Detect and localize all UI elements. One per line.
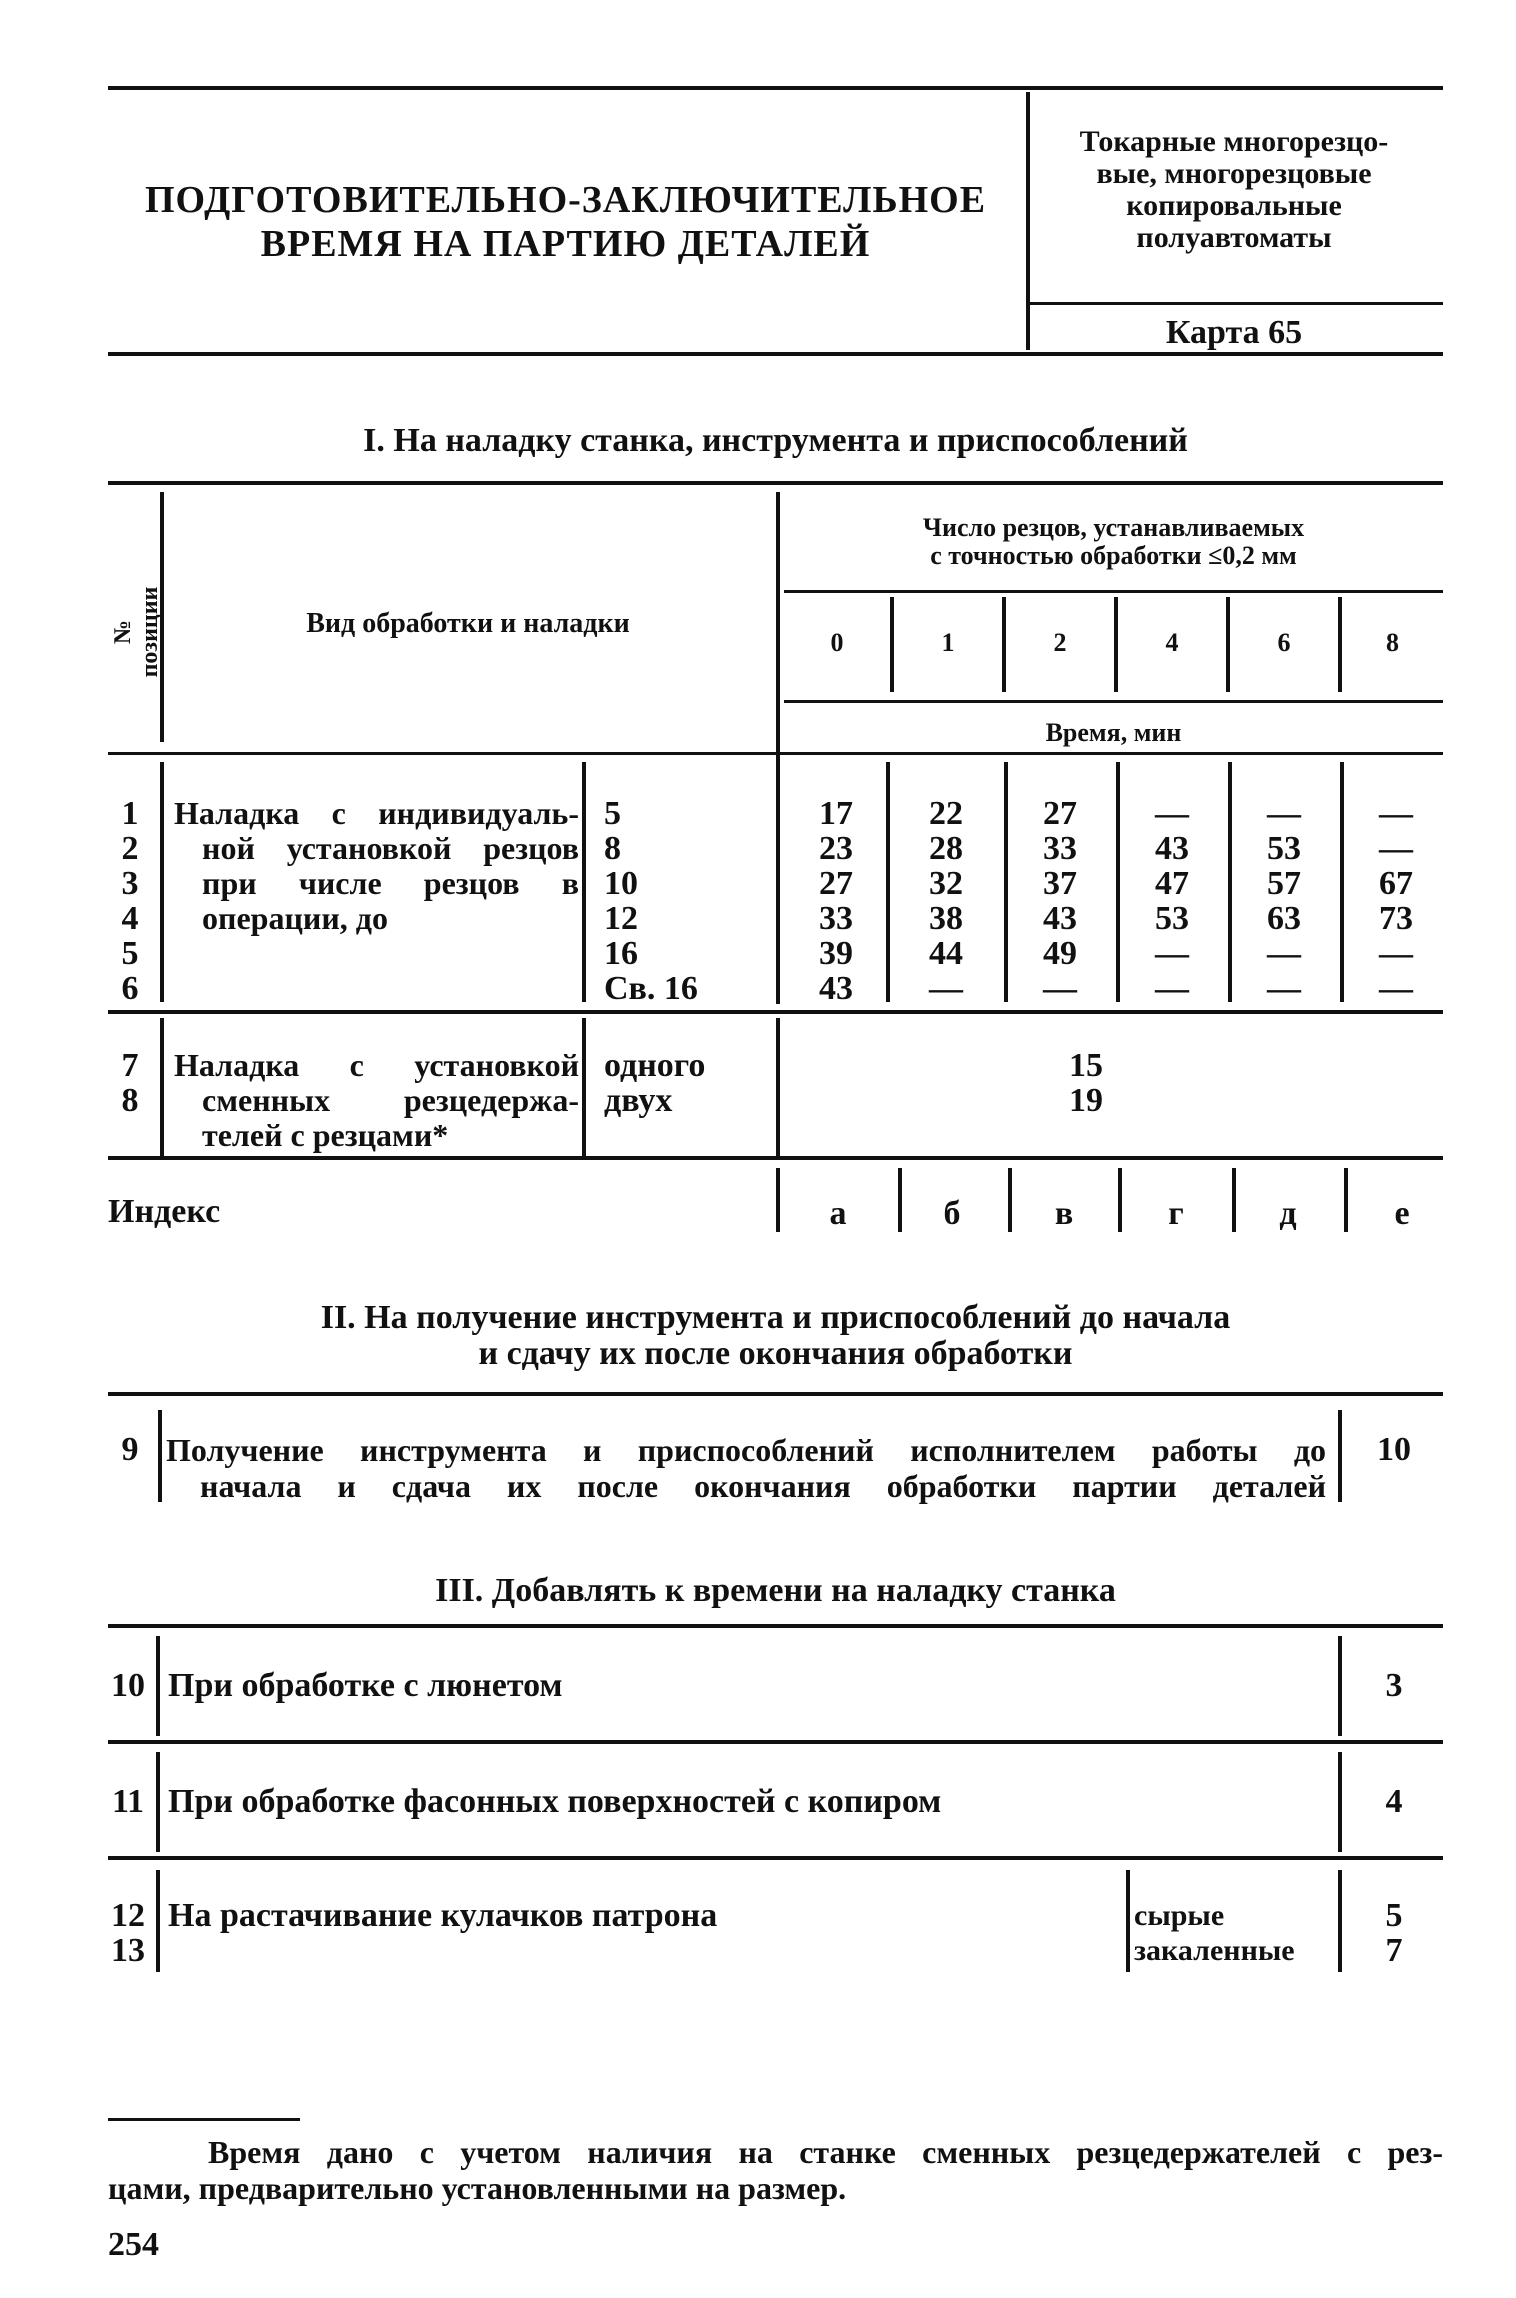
row-holder-count: двух [604,1082,673,1119]
row-description: При обработке с люнетом [168,1667,563,1704]
value-cell: 7 [1385,1932,1403,1969]
page-title [108,178,1023,266]
row-position: 11 [111,1783,145,1820]
section-1-title: I. На наладку станка, инструмента и приспособлений [363,422,1188,459]
cutter-count: 8 [1386,628,1399,657]
row-cutter-count: 12 [604,900,638,937]
jaws-kind: сырые [1134,1899,1225,1932]
row-description: При обработке фасонных поверхностей с копиром [168,1783,942,1820]
value-cell: 27 [1043,795,1077,832]
column-header-position-text: № позиции [110,586,163,678]
section3-top-rule [108,1624,1443,1628]
section2-value-divider [1338,1410,1342,1502]
cutters-header-rule [784,590,1443,593]
row-position: 3 [121,865,139,902]
value-cell: 27 [819,865,853,902]
section2-description [166,1432,1326,1504]
row-cutter-count: Св. 16 [604,970,698,1007]
card-top-rule [1030,302,1443,305]
row-position: 1 [121,795,139,832]
value-cell: 32 [929,865,963,902]
machine-type-line: копировальные [1126,189,1342,222]
value-cell: 57 [1267,865,1301,902]
index-divider [776,1168,780,1232]
value-cell: 33 [819,900,853,937]
value-cell: 4 [1385,1783,1403,1820]
value-cell: 43 [1155,830,1189,867]
value-cell: 44 [929,935,963,972]
section2-top-rule [108,1392,1443,1396]
group2-description [174,1048,579,1153]
cutter-count: 1 [941,628,955,657]
section3-kind-divider [1126,1870,1130,1972]
page-number: 254 [108,2226,159,2263]
machine-type-line: вые, многорезцовые [1096,157,1372,190]
value-cell: — [1155,795,1189,832]
value-cell: 37 [1043,865,1077,902]
cutters-header-line1: Число резцов, устанавливаемых [922,513,1305,542]
value-cell: 3 [1385,1667,1403,1704]
cutter-count: 6 [1277,628,1291,657]
footnote-line: Время дано с учетом наличия на станке сменных резцедержателей с рез- [208,2134,1443,2170]
section3-value-divider [1338,1636,1342,1736]
index-divider [898,1168,902,1232]
header-bottom-rule [108,352,1443,356]
row-cutter-count: 10 [604,865,638,902]
row-position: 4 [121,900,139,937]
section3-row-rule [108,1856,1443,1860]
cutters-header [784,514,1443,570]
column-header-kind: Вид обработки и наладки [306,608,630,639]
value-cell: 22 [929,795,963,832]
group1-description [174,796,579,936]
index-letter: а [829,1195,847,1232]
value-cell: — [1379,795,1413,832]
value-cell: 28 [929,830,963,867]
row-cutter-count: 5 [604,795,621,832]
row-position: 8 [121,1082,139,1119]
group1-col-divider [1004,762,1008,1002]
value-cell: 38 [929,900,963,937]
value-cell: 53 [1155,900,1189,937]
row-position: 2 [121,830,139,867]
group1-col-divider [886,762,890,1002]
time-label-rule [784,700,1443,703]
index-label: Индекс [108,1193,221,1230]
value-cell: 73 [1379,900,1413,937]
row-position: 9 [121,1431,139,1468]
card-number: Карта 65 [1165,314,1303,351]
footnote-line: цами, предварительно установленными на размер. [108,2170,847,2206]
footnote [108,2134,1443,2206]
machine-type [1034,126,1434,254]
footnote-rule [108,2118,300,2121]
row-position: 10 [111,1667,145,1704]
row-cutter-count: 8 [604,830,621,867]
value-cell: 53 [1267,830,1301,867]
machine-type-line: Токарные многорезцо- [1079,125,1389,158]
section3-value-divider [1338,1870,1342,1972]
index-letter: в [1054,1195,1074,1232]
section2-pos-divider [158,1410,162,1502]
value-cell: 67 [1379,865,1413,902]
value-cell: 15 [1069,1047,1103,1084]
value-cell: — [1267,795,1301,832]
row-cutter-count: 16 [604,935,638,972]
section-2-title-line2: и сдачу их после окончания обработки [478,1335,1073,1372]
value-cell: 39 [819,935,853,972]
group1-col-divider [1228,762,1232,1002]
section-2-title [108,1300,1443,1372]
header-top-rule [108,86,1443,90]
row-position: 7 [121,1047,139,1084]
section3-value-divider [1338,1752,1342,1852]
group1-description-line: ной установкой резцов [202,830,579,866]
row-holder-count: одного [604,1047,706,1084]
value-cell: — [1267,935,1301,972]
index-letter: б [943,1195,961,1232]
table1-values-divider [776,492,780,1004]
section2-description-line: начала и сдача их после окончания обработки партии деталей [200,1468,1326,1504]
index-letter: е [1394,1195,1410,1232]
section2-description-line: Получение инструмента и приспособлений исполнителем работы до [166,1432,1326,1468]
index-letter: г [1168,1195,1184,1232]
section-2-title-line1: II. На получение инструмента и приспособлений до начала [320,1299,1231,1336]
machine-type-line: полуавтоматы [1136,221,1332,254]
column-header-position [110,572,163,692]
header-divider [1026,92,1030,350]
jaws-kind: закаленные [1134,1934,1295,1967]
group1-bottom-rule [108,1010,1443,1014]
group2-count-divider [582,1018,586,1158]
value-cell: 19 [1069,1082,1103,1119]
value-cell: 63 [1267,900,1301,937]
index-divider [1008,1168,1012,1232]
value-cell: — [1155,935,1189,972]
value-cell: 47 [1155,865,1189,902]
group1-description-line: Наладка с индивидуаль- [174,795,579,831]
row-position: 5 [121,935,139,972]
group2-values-divider [776,1018,780,1158]
section-3-title: III. Добавлять к времени на наладку станка [435,1572,1116,1609]
value-cell: — [1043,970,1077,1007]
value-cell: 5 [1385,1897,1403,1934]
cutters-header-line2: с точностью обработки ≤0,2 мм [930,541,1297,570]
table1-header-bottom-rule [108,752,1443,755]
group1-col-divider [1116,762,1120,1002]
row-position: 6 [121,970,139,1007]
group2-bottom-rule [108,1156,1443,1160]
group1-pos-divider [160,762,164,1002]
value-cell: — [1379,935,1413,972]
row-description: На растачивание кулачков патрона [168,1897,718,1934]
value-cell: 43 [1043,900,1077,937]
cutter-count: 2 [1053,628,1067,657]
row-position: 12 [111,1897,145,1934]
time-label: Время, мин [1045,718,1182,747]
index-divider [1118,1168,1122,1232]
value-cell: 17 [819,795,853,832]
value-cell: — [1379,970,1413,1007]
page-title-line1: ПОДГОТОВИТЕЛЬНО-ЗАКЛЮЧИТЕЛЬНОЕ [144,179,987,221]
table1-top-rule [108,481,1443,485]
section3-row-rule [108,1740,1443,1744]
value-cell: 10 [1377,1431,1411,1468]
group1-count-divider [582,762,586,1002]
index-letter: д [1279,1195,1297,1232]
group1-description-line: операции, до [202,900,388,936]
value-cell: 23 [819,830,853,867]
cutter-count: 4 [1165,628,1179,657]
value-cell: — [1379,830,1413,867]
value-cell: 33 [1043,830,1077,867]
value-cell: — [929,970,963,1007]
value-cell: — [1267,970,1301,1007]
group1-description-line: при числе резцов в [202,865,579,901]
value-cell: 43 [819,970,853,1007]
index-divider [1232,1168,1236,1232]
index-divider [1344,1168,1348,1232]
cutter-count: 0 [830,628,844,657]
group2-description-line: телей с резцами* [202,1117,449,1153]
value-cell: — [1155,970,1189,1007]
group2-description-line: сменных резцедержа- [202,1082,579,1118]
group2-pos-divider [160,1018,164,1158]
group2-description-line: Наладка с установкой [174,1047,579,1083]
group1-col-divider [1340,762,1344,1002]
value-cell: 49 [1043,935,1077,972]
row-position: 13 [111,1932,145,1969]
page-title-line2: ВРЕМЯ НА ПАРТИЮ ДЕТАЛЕЙ [260,223,871,265]
